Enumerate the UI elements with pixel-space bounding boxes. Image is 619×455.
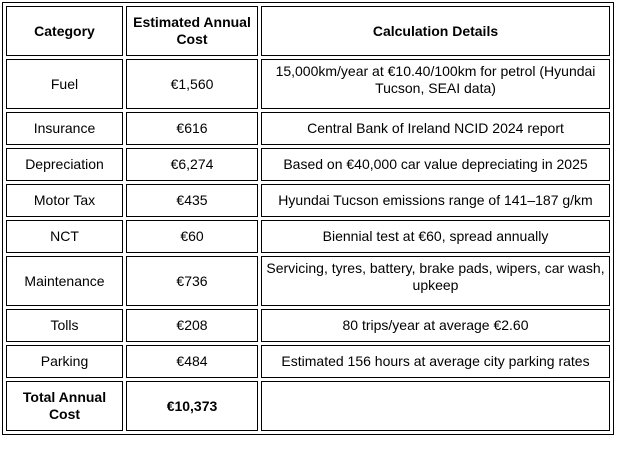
category-cell: Maintenance bbox=[6, 256, 123, 306]
details-cell: 80 trips/year at average €2.60 bbox=[261, 309, 610, 342]
cost-cell: €616 bbox=[126, 112, 258, 145]
total-label-cell: Total Annual Cost bbox=[6, 381, 123, 431]
total-details-cell bbox=[261, 381, 610, 431]
details-cell: Central Bank of Ireland NCID 2024 report bbox=[261, 112, 610, 145]
total-cost-cell: €10,373 bbox=[126, 381, 258, 431]
category-cell: Tolls bbox=[6, 309, 123, 342]
category-cell: Parking bbox=[6, 345, 123, 378]
table-row bbox=[6, 345, 610, 378]
cost-cell: €60 bbox=[126, 220, 258, 253]
table-row bbox=[6, 220, 610, 253]
annual-cost-table bbox=[2, 2, 614, 435]
cost-cell: €6,274 bbox=[126, 148, 258, 181]
cost-cell: €1,560 bbox=[126, 59, 258, 109]
category-cell: NCT bbox=[6, 220, 123, 253]
category-cell: Motor Tax bbox=[6, 184, 123, 217]
header-category: Category bbox=[6, 6, 123, 56]
cost-cell: €435 bbox=[126, 184, 258, 217]
details-cell: Based on €40,000 car value depreciating in 2025 bbox=[261, 148, 610, 181]
total-row bbox=[6, 381, 610, 431]
details-cell: 15,000km/year at €10.40/100km for petrol (Hyundai Tucson, SEAI data) bbox=[261, 59, 610, 109]
details-cell: Biennial test at €60, spread annually bbox=[261, 220, 610, 253]
details-cell: Servicing, tyres, battery, brake pads, wipers, car wash, upkeep bbox=[261, 256, 610, 306]
details-cell: Estimated 156 hours at average city parking rates bbox=[261, 345, 610, 378]
details-cell: Hyundai Tucson emissions range of 141–187 g/km bbox=[261, 184, 610, 217]
table-row bbox=[6, 184, 610, 217]
table-row bbox=[6, 148, 610, 181]
table-row bbox=[6, 112, 610, 145]
table-row bbox=[6, 59, 610, 109]
header-calculation-details: Calculation Details bbox=[261, 6, 610, 56]
cost-cell: €208 bbox=[126, 309, 258, 342]
cost-cell: €736 bbox=[126, 256, 258, 306]
header-estimated-annual-cost: Estimated Annual Cost bbox=[126, 6, 258, 56]
table-row bbox=[6, 309, 610, 342]
category-cell: Depreciation bbox=[6, 148, 123, 181]
table-row bbox=[6, 256, 610, 306]
cost-cell: €484 bbox=[126, 345, 258, 378]
category-cell: Insurance bbox=[6, 112, 123, 145]
category-cell: Fuel bbox=[6, 59, 123, 109]
table-header-row bbox=[6, 6, 610, 56]
